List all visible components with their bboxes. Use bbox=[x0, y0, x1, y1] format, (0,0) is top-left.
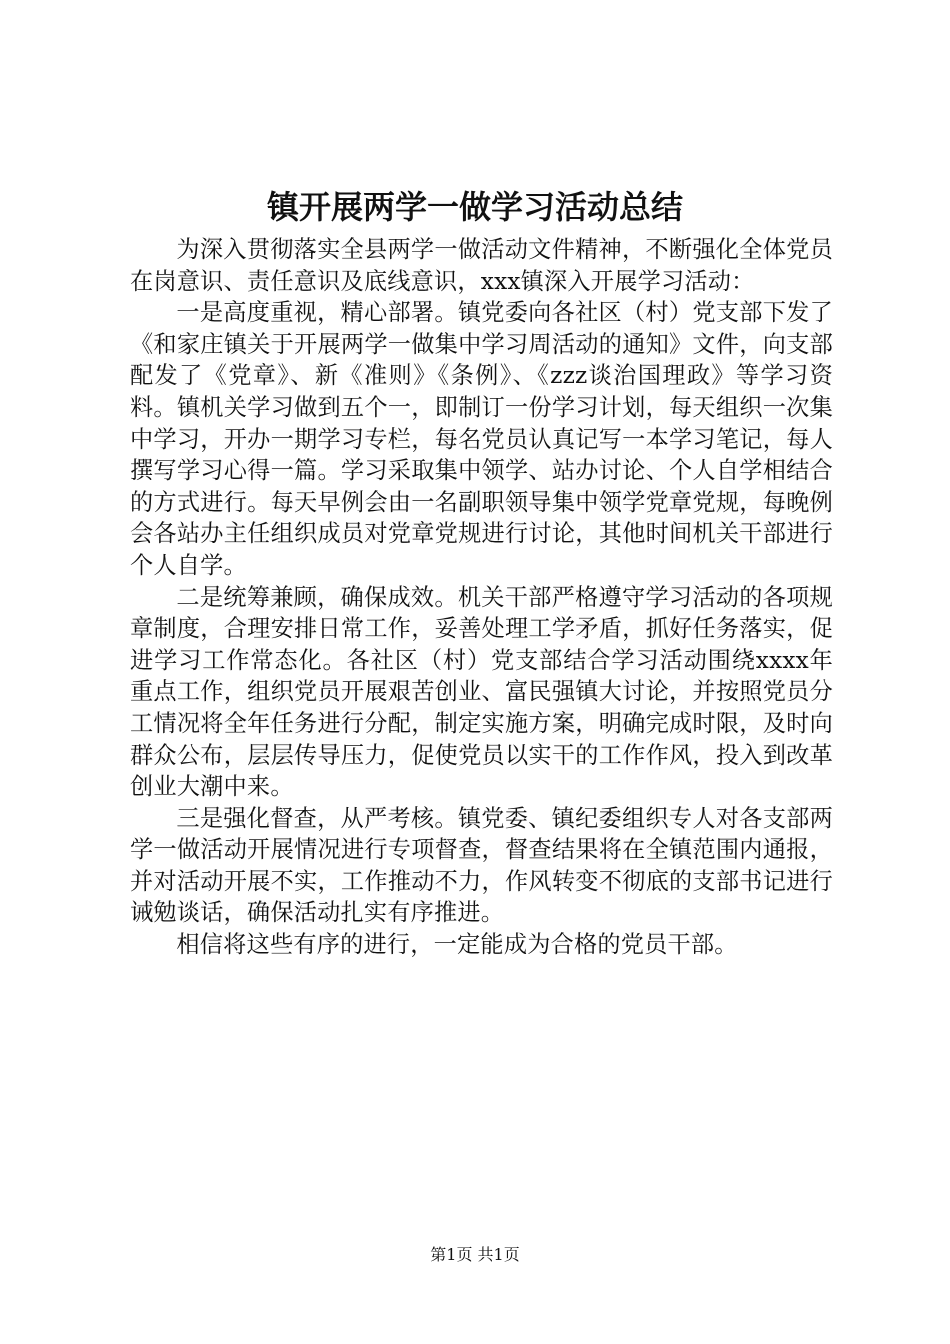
paragraph-point-two: 二是统筹兼顾，确保成效。机关干部严格遵守学习活动的各项规章制度，合理安排日常工作，妥善处理工学矛盾，抓好任务落实，促进学习工作常态化。各社区（村）党支部结合学习活动围绕xxxx年重点工作，组织党员开展艰苦创业、富民强镇大讨论，并按照党员分工情况将全年任务进行分配，制定实施方案，明确完成时限，及时向群众公布，层层传导压力，促使党员以实干的工作作风，投入到改革创业大潮中来。 bbox=[130, 583, 833, 801]
paragraph-point-one: 一是高度重视，精心部署。镇党委向各社区（村）党支部下发了《和家庄镇关于开展两学一做集中学习周活动的通知》文件，向支部配发了《党章》、新《准则》《条例》、《zzz谈治国理政》等学习资料。镇机关学习做到五个一，即制订一份学习计划，每天组织一次集中学习，开办一期学习专栏，每名党员认真记写一本学习笔记，每人撰写学习心得一篇。学习采取集中领学、站办讨论、个人自学相结合的方式进行。每天早例会由一名副职领导集中领学党章党规，每晚例会各站办主任组织成员对党章党规进行讨论，其他时间机关干部进行个人自学。 bbox=[130, 299, 833, 579]
paragraph-point-three: 三是强化督查，从严考核。镇党委、镇纪委组织专人对各支部两学一做活动开展情况进行专项督查，督查结果将在全镇范围内通报，并对活动开展不实，工作推动不力，作风转变不彻底的支部书记进行诫勉谈话，确保活动扎实有序推进。 bbox=[130, 804, 833, 927]
document-body bbox=[130, 234, 833, 961]
document-title: 镇开展两学一做学习活动总结 bbox=[266, 188, 683, 226]
page-number-footer: 第1页 共1页 bbox=[430, 1245, 520, 1264]
paragraph-intro: 为深入贯彻落实全县两学一做活动文件精神，不断强化全体党员在岗意识、责任意识及底线意识，xxx镇深入开展学习活动： bbox=[130, 236, 833, 295]
paragraph-conclusion: 相信将这些有序的进行，一定能成为合格的党员干部。 bbox=[176, 931, 738, 959]
